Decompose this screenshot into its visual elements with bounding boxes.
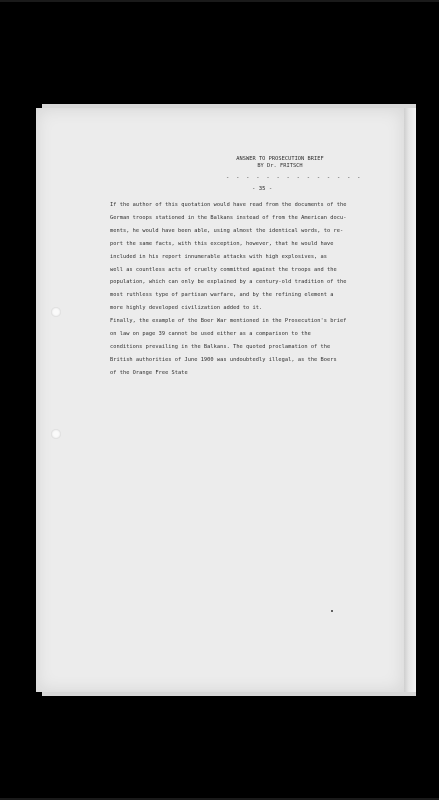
body-line: included in his report innumerable attacks with high explosives, as: [110, 253, 328, 260]
body-line: port the same facts, with this exception, however, that he would have: [110, 240, 334, 247]
body-line: British authorities of June 1900 was undoubtedly illegal, as the Boers: [110, 356, 337, 363]
document-heading: [200, 156, 360, 170]
body-line: population, which can only be explained by a century-old tradition of the: [110, 279, 347, 286]
body-line: conditions prevailing in the Balkans. The quoted proclamation of the: [110, 343, 331, 350]
page-number: - 35 -: [252, 186, 273, 192]
heading-line-1: ANSWER TO PROSECUTION BRIEF: [236, 156, 324, 162]
body-text: [110, 199, 378, 380]
body-line: German troops stationed in the Balkans instead of from the American docu-: [110, 214, 347, 221]
body-line: more highly developed civilization added to it.: [110, 305, 263, 312]
heading-line-2: BY Dr. FRITSCH: [257, 163, 303, 169]
body-line: well as countless acts of cruelty committed against the troops and the: [110, 266, 337, 273]
body-line: If the author of this quotation would have read from the documents of the: [110, 202, 347, 208]
body-line: most ruthless type of partisan warfare, and by the refining element a: [110, 292, 334, 299]
body-line: Finally, the example of the Boer War mentioned in the Prosecution's brief: [110, 318, 347, 325]
body-line: ments, he would have been able, using almost the identical words, to re-: [110, 227, 344, 234]
body-line: on law on page 39 cannot be used either as a comparison to the: [110, 331, 311, 338]
body-line: of the Orange Free State: [110, 369, 188, 376]
heading-rule: - - - - - - - - - - - - - -: [226, 175, 363, 181]
